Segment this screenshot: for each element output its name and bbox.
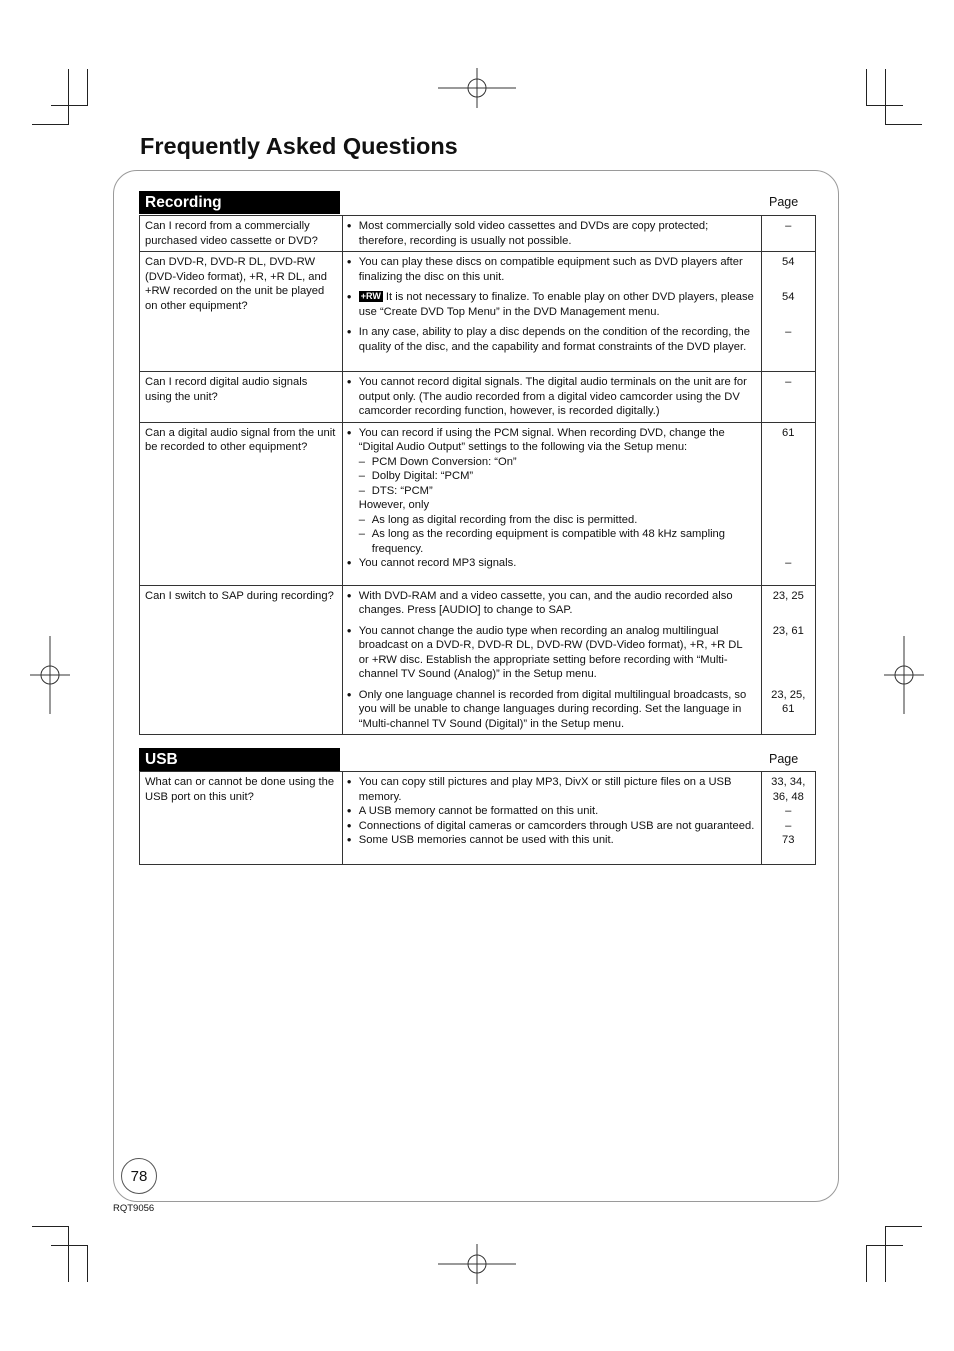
answer-sub-item: – As long as digital recording from the disc is permitted. [347, 513, 755, 528]
faq-question: Can a digital audio signal from the unit be recorded to other equipment? [140, 422, 343, 585]
answer-bullet [347, 819, 755, 834]
answer-bullet [347, 255, 755, 284]
answer-text: Connections of digital cameras or camcorders through USB are not guaranteed. [358, 819, 755, 832]
faq-row [140, 372, 816, 423]
page-column-header: Page [769, 752, 799, 766]
faq-row [140, 252, 816, 372]
registration-mark-left [30, 636, 70, 714]
answer-sub-item: – PCM Down Conversion: “On” [347, 455, 755, 470]
answer-bullet [347, 624, 755, 682]
page-column-header: Page [769, 195, 799, 209]
faq-page-cell [761, 585, 816, 735]
faq-page-cell [761, 372, 816, 423]
faq-page-cell [761, 422, 816, 585]
answer-sub-item: – DTS: “PCM” [347, 484, 755, 499]
registration-mark-top [438, 68, 516, 108]
answer-text: You cannot change the audio type when recording an analog multilingual broadcast on a DVD-R, DVD-R DL, DVD-RW (DVD-Video format), +R, +R DL or +RW disc. Establish the appropriate setting before recording with “Multi-channel TV Sound (Analog)” in the Setup menu. [358, 624, 743, 680]
answer-text: You can play these discs on compatible equipment such as DVD players after finalizing the disc on this unit. [358, 256, 743, 283]
section-heading-recording: Recording [139, 191, 340, 214]
page-reference: 54 [782, 291, 795, 303]
faq-question: Can DVD-R, DVD-R DL, DVD-RW (DVD-Video format), +R, +R DL, and +RW recorded on the unit be played on other equipment? [140, 252, 343, 372]
answer-bullet [347, 688, 755, 732]
faq-question: Can I record digital audio signals using the unit? [140, 372, 343, 423]
page-reference: – [785, 376, 792, 388]
answer-bullet [347, 556, 755, 571]
faq-page-cell [761, 252, 816, 372]
page-reference: 61 [782, 426, 795, 439]
answer-text: You cannot record MP3 signals. [358, 557, 517, 569]
answer-bullet [347, 219, 755, 248]
page-reference: 33, 34, 36, 48 [771, 776, 806, 803]
answer-sub-item: – Dolby Digital: “PCM” [347, 469, 755, 484]
answer-bullet [347, 775, 755, 804]
answer-text: Only one language channel is recorded from digital multilingual broadcasts, so you will be unable to change languages during recording. Set the language in “Multi-channel TV Sound (Digital)” in the Setup menu. [358, 688, 747, 730]
page-reference: – [785, 805, 792, 817]
answer-bullet [347, 290, 755, 319]
page-reference: – [785, 326, 792, 338]
faq-answer-cell [342, 216, 761, 252]
answer-text: A USB memory cannot be formatted on this unit. [358, 805, 599, 817]
faq-page-cell [761, 216, 816, 252]
page-reference: 23, 25 [772, 589, 804, 602]
faq-question: Can I switch to SAP during recording? [140, 585, 343, 735]
faq-row [140, 585, 816, 735]
faq-row [140, 216, 816, 252]
page-reference: 73 [782, 834, 795, 846]
answer-sub-item: – As long as the recording equipment is compatible with 48 kHz sampling frequency. [347, 527, 755, 556]
faq-row [140, 422, 816, 585]
page-reference: 23, 61 [772, 624, 804, 637]
answer-text: Most commercially sold video cassettes and DVDs are copy protected; therefore, recording is usually not possible. [358, 220, 709, 247]
page-reference: – [785, 220, 792, 232]
answer-text: You can record if using the PCM signal. When recording DVD, change the “Digital Audio Output” settings to the following via the Setup menu: [358, 426, 725, 453]
faq-table-usb [139, 771, 816, 865]
page-reference: – [785, 557, 792, 569]
page-reference: 23, 25, 61 [771, 688, 806, 715]
plus-rw-badge: +RW [360, 291, 381, 301]
answer-bullet [347, 833, 755, 848]
page-reference: – [785, 819, 792, 832]
faq-table-recording [139, 215, 816, 735]
answer-text: You cannot record digital signals. The digital audio terminals on the unit are for output only. (The audio recorded from a digital video camcorder using the DV camcorder recording function, however, is recorded digitally.) [358, 376, 747, 417]
faq-question: What can or cannot be done using the USB port on this unit? [140, 772, 343, 865]
page-reference: 54 [782, 256, 795, 268]
page-title: Frequently Asked Questions [140, 133, 458, 159]
document-code: RQT9056 [113, 1203, 155, 1214]
answer-text: Some USB memories cannot be used with this unit. [358, 834, 614, 846]
answer-note: However, only [358, 499, 430, 511]
faq-page-cell [761, 772, 816, 865]
faq-question: Can I record from a commercially purchased video cassette or DVD? [140, 216, 343, 252]
answer-bullet [347, 589, 755, 618]
section-heading-usb: USB [139, 748, 340, 771]
registration-mark-bottom [438, 1244, 516, 1284]
faq-answer-cell [342, 585, 761, 735]
page-number: 78 [121, 1158, 157, 1194]
faq-answer-cell [342, 772, 761, 865]
registration-mark-right [884, 636, 924, 714]
faq-answer-cell [342, 422, 761, 585]
answer-bullet [347, 804, 755, 819]
answer-text: You can copy still pictures and play MP3, DivX or still picture files on a USB memory. [358, 776, 732, 803]
answer-text: With DVD-RAM and a video cassette, you can, and the audio recorded also changes. Press [AUDIO] to change to SAP. [358, 589, 733, 616]
faq-row [140, 772, 816, 865]
faq-answer-cell [342, 372, 761, 423]
answer-text: In any case, ability to play a disc depends on the condition of the recording, the quality of the disc, and the capability and format constraints of the DVD player. [358, 326, 750, 353]
answer-bullet [347, 426, 755, 455]
answer-text: It is not necessary to finalize. To enable play on other DVD players, please use “Create DVD Top Menu” in the DVD Management menu. [358, 291, 754, 318]
answer-bullet [347, 325, 755, 354]
faq-answer-cell [342, 252, 761, 372]
answer-bullet [347, 375, 755, 419]
